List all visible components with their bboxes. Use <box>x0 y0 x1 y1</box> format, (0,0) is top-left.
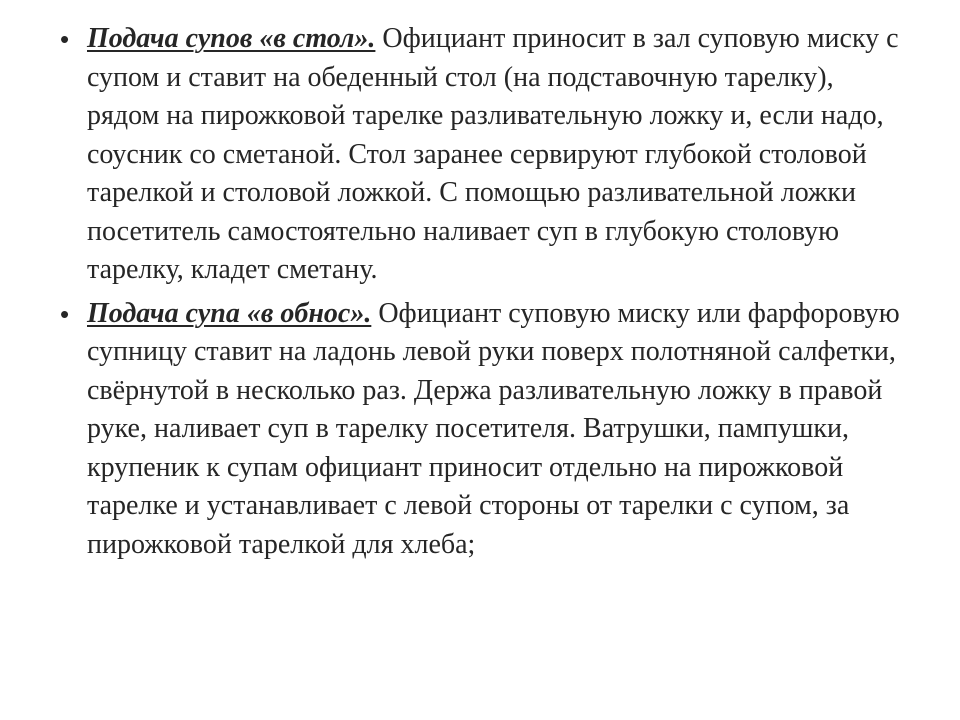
bullet-marker: • <box>60 24 70 54</box>
bullet-title: Подача супов «в стол». <box>87 23 376 54</box>
bullet-item-table-serving <box>60 20 900 290</box>
bullet-marker: • <box>60 298 70 329</box>
bullet-text: Официант суповую миску или фарфоровую супницу ставит на ладонь левой руки поверх полотняной салфетки, свёрнутой в несколько раз. Держа разливательную ложку в правой руке, наливает суп в тарелку посетителя. Ватрушки, пампушки, крупеник к супам официант приносит отдельно на пирожковой тарелке и устанавливает с левой стороны от тарелки с супом, за пирожковой тарелкой для хлеба; <box>87 297 900 560</box>
bullet-text: Официант приносит в зал суповую миску с супом и ставит на обеденный стол (на подставочную тарелку), рядом на пирожковой тарелке разливательную ложку и, если надо, соусник со сметаной. Стол заранее сервируют глубокой столовой тарелкой и столовой ложкой. С помощью разливательной ложки посетитель самостоятельно наливает суп в глубокую столовую тарелку, кладет сметану. <box>87 23 899 285</box>
bullet-title: Подача супа «в обнос». <box>87 297 372 329</box>
bullet-item-carry-serving <box>60 295 900 565</box>
bullet-list <box>60 20 900 569</box>
